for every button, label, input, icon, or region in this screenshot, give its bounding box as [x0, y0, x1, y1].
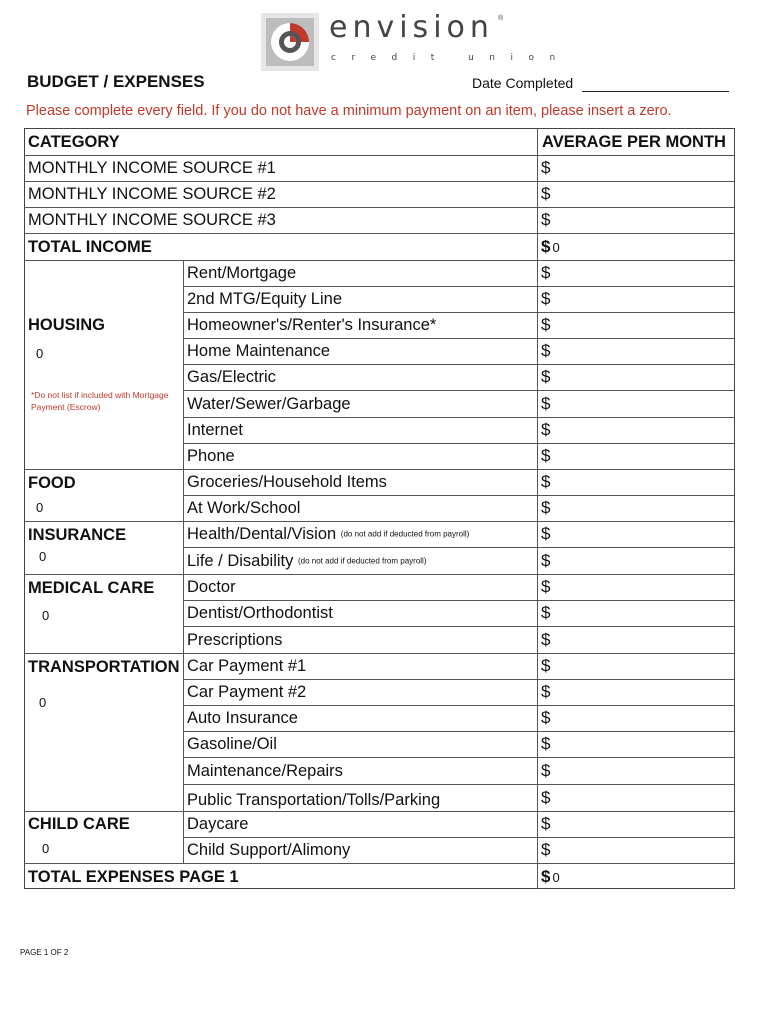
page-number: PAGE 1 OF 2	[20, 948, 69, 957]
item-maintenance: Maintenance/Repairs	[187, 762, 343, 780]
item-health-label: Health/Dental/Vision	[187, 525, 337, 543]
internet-amount[interactable]: $	[541, 420, 551, 439]
rent-amount[interactable]: $	[541, 263, 551, 282]
groceries-amount[interactable]: $	[541, 472, 551, 491]
logo-registered: ®	[498, 15, 504, 22]
health-amount[interactable]: $	[541, 524, 551, 543]
item-home-insurance: Homeowner's/Renter's Insurance*	[187, 316, 437, 334]
item-phone: Phone	[187, 447, 235, 465]
item-divider	[183, 731, 735, 732]
total-income-value: 0	[552, 240, 560, 255]
item-divider	[183, 417, 735, 418]
category-medical-care: MEDICAL CARE	[28, 579, 155, 597]
public-transportation-amount[interactable]: $	[541, 788, 551, 807]
item-life-label: Life / Disability	[187, 552, 294, 570]
medical-subtotal: 0	[42, 608, 50, 623]
gasoline-amount[interactable]: $	[541, 734, 551, 753]
date-completed-field[interactable]	[582, 91, 729, 92]
item-divider	[183, 600, 735, 601]
housing-subtotal: 0	[36, 346, 44, 361]
item-divider	[183, 286, 735, 287]
item-equity-line: 2nd MTG/Equity Line	[187, 290, 342, 308]
item-public-transportation: Public Transportation/Tolls/Parking	[187, 791, 441, 809]
item-internet: Internet	[187, 421, 243, 439]
section-divider	[24, 811, 735, 812]
instruction-text: Please complete every field. If you do not have a minimum payment on an item, please insert a zero.	[26, 103, 672, 119]
gas-electric-amount[interactable]: $	[541, 367, 551, 386]
home-maintenance-amount[interactable]: $	[541, 341, 551, 360]
item-column-divider	[183, 260, 184, 863]
category-child-care: CHILD CARE	[28, 815, 130, 833]
doctor-amount[interactable]: $	[541, 577, 551, 596]
category-food: FOOD	[28, 474, 76, 492]
prescriptions-amount[interactable]: $	[541, 630, 551, 649]
item-home-maintenance: Home Maintenance	[187, 342, 331, 360]
average-per-month-header: AVERAGE PER MONTH	[542, 133, 726, 151]
item-divider	[183, 705, 735, 706]
total-expenses-label: TOTAL EXPENSES PAGE 1	[28, 868, 239, 886]
category-transportation: TRANSPORTATION	[28, 658, 180, 676]
transportation-subtotal: 0	[39, 695, 47, 710]
item-car-payment-1: Car Payment #1	[187, 657, 307, 675]
item-divider	[183, 837, 735, 838]
item-divider	[183, 784, 735, 785]
section-divider	[24, 574, 735, 575]
income-source-3-amount[interactable]: $	[541, 210, 551, 229]
car-payment-1-amount[interactable]: $	[541, 656, 551, 675]
food-subtotal: 0	[36, 500, 44, 515]
daycare-amount[interactable]: $	[541, 814, 551, 833]
total-expenses-amount: $ 0	[541, 867, 560, 886]
section-divider	[24, 863, 735, 864]
envision-logo-mark	[261, 13, 319, 71]
column-divider	[537, 128, 538, 889]
health-payroll-note: (do not add if deducted from payroll)	[340, 529, 470, 539]
logo-subtitle: credit union	[331, 53, 571, 63]
income-source-1-label: MONTHLY INCOME SOURCE #1	[28, 159, 276, 177]
item-divider	[183, 679, 735, 680]
category-insurance: INSURANCE	[28, 526, 127, 544]
dentist-amount[interactable]: $	[541, 603, 551, 622]
item-work-school: At Work/School	[187, 499, 301, 517]
item-car-payment-2: Car Payment #2	[187, 683, 307, 701]
housing-escrow-note: *Do not list if included with Mortgage Payment (Escrow)	[31, 390, 169, 412]
item-gasoline: Gasoline/Oil	[187, 735, 277, 753]
item-divider	[183, 495, 735, 496]
row-divider	[24, 207, 735, 208]
work-school-amount[interactable]: $	[541, 498, 551, 517]
total-income-label: TOTAL INCOME	[28, 238, 152, 256]
car-payment-2-amount[interactable]: $	[541, 682, 551, 701]
item-dentist: Dentist/Orthodontist	[187, 604, 333, 622]
life-amount[interactable]: $	[541, 551, 551, 570]
item-divider	[183, 626, 735, 627]
item-health-insurance	[187, 524, 469, 545]
income-source-2-amount[interactable]: $	[541, 184, 551, 203]
child-care-subtotal: 0	[42, 841, 50, 856]
maintenance-amount[interactable]: $	[541, 761, 551, 780]
item-divider	[183, 364, 735, 365]
equity-amount[interactable]: $	[541, 289, 551, 308]
row-divider	[24, 181, 735, 182]
logo-wordmark: envision	[329, 10, 494, 45]
row-divider	[24, 155, 735, 156]
item-prescriptions: Prescriptions	[187, 631, 283, 649]
item-gas-electric: Gas/Electric	[187, 368, 276, 386]
phone-amount[interactable]: $	[541, 446, 551, 465]
income-source-1-amount[interactable]: $	[541, 158, 551, 177]
page-title: BUDGET / EXPENSES	[27, 72, 205, 91]
item-daycare: Daycare	[187, 815, 249, 833]
total-expenses-value: 0	[552, 870, 560, 885]
income-source-2-label: MONTHLY INCOME SOURCE #2	[28, 185, 276, 203]
section-divider	[24, 653, 735, 654]
income-source-3-label: MONTHLY INCOME SOURCE #3	[28, 211, 276, 229]
child-support-amount[interactable]: $	[541, 840, 551, 859]
category-housing: HOUSING	[28, 316, 106, 334]
total-income-amount: $ 0	[541, 237, 560, 256]
category-header: CATEGORY	[28, 133, 120, 151]
auto-insurance-amount[interactable]: $	[541, 708, 551, 727]
item-auto-insurance: Auto Insurance	[187, 709, 298, 727]
item-divider	[183, 390, 735, 391]
item-divider	[183, 443, 735, 444]
date-completed-label: Date Completed	[472, 75, 574, 91]
item-life-disability	[187, 551, 426, 572]
item-rent-mortgage: Rent/Mortgage	[187, 264, 297, 282]
item-doctor: Doctor	[187, 578, 236, 596]
item-groceries: Groceries/Household Items	[187, 473, 387, 491]
row-divider	[24, 260, 735, 261]
item-water-sewer: Water/Sewer/Garbage	[187, 395, 351, 413]
row-divider	[24, 233, 735, 234]
insurance-subtotal: 0	[39, 549, 47, 564]
item-divider	[183, 757, 735, 758]
home-insurance-amount[interactable]: $	[541, 315, 551, 334]
item-divider	[183, 547, 735, 548]
section-divider	[24, 469, 735, 470]
item-divider	[183, 312, 735, 313]
item-child-support: Child Support/Alimony	[187, 841, 351, 859]
item-divider	[183, 338, 735, 339]
water-amount[interactable]: $	[541, 394, 551, 413]
section-divider	[24, 521, 735, 522]
life-payroll-note: (do not add if deducted from payroll)	[297, 556, 427, 566]
